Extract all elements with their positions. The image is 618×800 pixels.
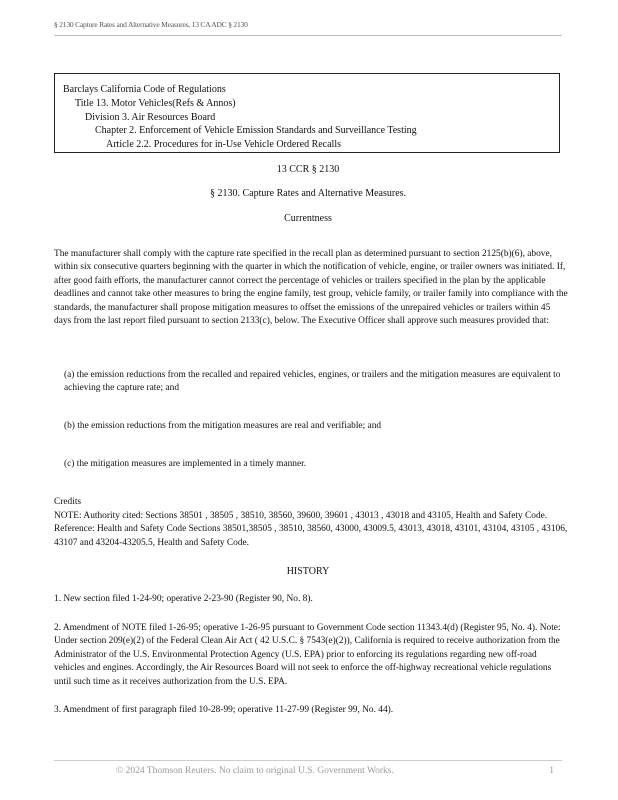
history-item-1: 1. New section filed 1-24-90; operative 2-23-90 (Register 90, No. 8).: [54, 594, 313, 604]
footer-copyright: © 2024 Thomson Reuters. No claim to original U.S. Government Works.: [116, 766, 394, 776]
history-heading: HISTORY: [286, 566, 330, 577]
citation-division: Division 3. Air Resources Board: [85, 111, 216, 123]
citation-box: [54, 73, 560, 153]
citation-title: Title 13. Motor Vehicles(Refs & Annos): [75, 97, 236, 109]
condition-b: (b) the emission reductions from the mitigation measures are real and verifiable; and: [64, 421, 382, 431]
citation-article: Article 2.2. Procedures for in-Use Vehicle Ordered Recalls: [106, 139, 342, 151]
condition-a: (a) the emission reductions from the recalled and repaired vehicles, engines, or trailers and the mitigation measures are equivalent to achieving the capture rate; and: [64, 370, 561, 394]
cite-reference: 13 CCR § 2130: [276, 164, 340, 175]
section-title: § 2130. Capture Rates and Alternative Measures.: [209, 188, 407, 199]
credits-note: NOTE: Authority cited: Sections 38501 , 38505 , 38510, 38560, 39600, 39601 , 43013 , 43018 and 43105, Health and Safety Code. Reference: Health and Safety Code Sections 38501,38505 , 38510, 38560, 43000, 43009.5, 43013, 43018, 43101, 43104, 43105 , 43106, 43107 and 43204-43205.5, Health and Safety Code.: [54, 511, 568, 548]
citation-code: Barclays California Code of Regulations: [63, 84, 226, 95]
condition-c: (c) the mitigation measures are implemented in a timely manner.: [64, 459, 307, 469]
history-item-2: 2. Amendment of NOTE filed 1-26-95; operative 1-26-95 pursuant to Government Code section 11343.4(d) (Register 95, No. 4). Note: Under section 209(e)(2) of the Federal Clean Air Act ( 42 U.S.C. § 7543(e)(2)), California is required to receive authorization from the Administrator of the U.S. Environmental Protection Agency (U.S. EPA) prior to enforcing its regulations regarding new off-road vehicles and engines. Accordingly, the Air Resources Board will not seek to enforce the off-highway recreational vehicle regulations until such time as it receives authorization from the U.S. EPA.: [54, 623, 561, 687]
history-item-3: 3. Amendment of first paragraph filed 10-28-99; operative 11-27-99 (Register 99, No. 44).: [54, 705, 394, 715]
running-header: § 2130 Capture Rates and Alternative Measures, 13 CA ADC § 2130: [54, 20, 248, 29]
main-paragraph: The manufacturer shall comply with the capture rate specified in the recall plan as determined pursuant to section 2125(b)(6), above, within six consecutive quarters beginning with the quarter in which the notification of vehicle, engine, or trailer owners was initiated. If, after good faith efforts, the manufacturer cannot correct the percentage of vehicles or trailers specified in the plan by the applicable deadlines and cannot take other measures to bring the engine family, test group, vehicle family, or trailer family into compliance with the standards, the manufacturer shall propose mitigation measures to offset the emissions of the unrepaired vehicles or trailers within 45 days from the last report filed pursuant to section 2133(c), below. The Executive Officer shall approve such measures provided that:: [54, 249, 568, 327]
header-divider: [54, 35, 562, 36]
footer-divider: [54, 760, 562, 761]
credits-label: Credits: [54, 497, 82, 507]
citation-chapter: Chapter 2. Enforcement of Vehicle Emission Standards and Surveillance Testing: [95, 125, 417, 137]
page-number: 1: [549, 766, 554, 776]
currentness-link[interactable]: Currentness: [284, 213, 332, 224]
